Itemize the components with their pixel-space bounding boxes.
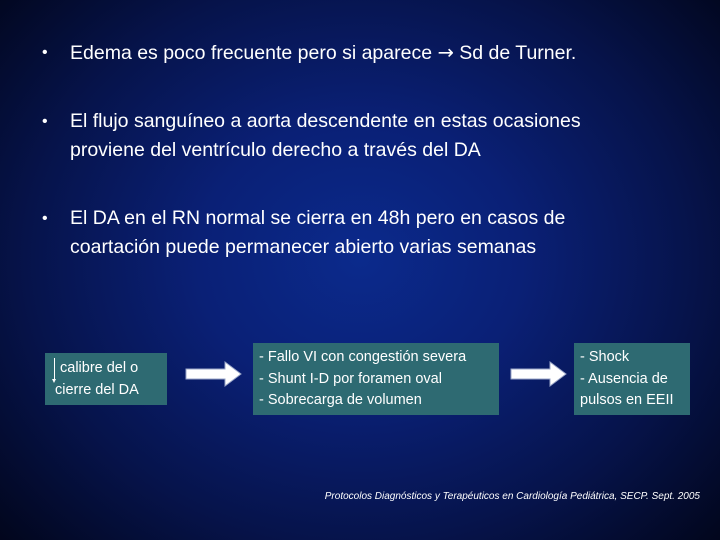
- bullet-text-line: El flujo sanguíneo a aorta descendente en estas ocasiones: [70, 110, 581, 132]
- flow-box-line: - Shock: [580, 349, 630, 365]
- bullet-list: [40, 38, 680, 301]
- flow-box-outcome: [574, 343, 690, 415]
- bullet-text: Edema es poco frecuente pero si aparece: [70, 42, 438, 64]
- bullet-item: [40, 38, 680, 68]
- bullet-dot: •: [42, 44, 48, 61]
- flow-arrow-icon: [185, 360, 243, 388]
- bullet-dot: •: [42, 210, 48, 227]
- bullet-text-after: Sd de Turner.: [453, 42, 577, 64]
- down-arrow-icon: [54, 358, 56, 380]
- flow-box-line: calibre del o: [60, 360, 139, 376]
- flow-box-line: cierre del DA: [55, 381, 139, 398]
- flow-box-line: - Sobrecarga de volumen: [259, 392, 422, 408]
- bullet-text-line: coartación puede permanecer abierto varias semanas: [70, 236, 537, 258]
- flow-box-cause: [45, 353, 167, 405]
- bullet-item: [40, 107, 680, 165]
- bullet-item: [40, 204, 680, 262]
- bullet-text-line: El DA en el RN normal se cierra en 48h pero en casos de: [70, 207, 566, 229]
- bullet-dot: •: [42, 113, 48, 130]
- flow-box-line: - Fallo VI con congestión severa: [259, 349, 467, 365]
- flow-arrow-icon: [510, 360, 568, 388]
- right-arrow-icon: →: [437, 41, 454, 64]
- flow-box-effects: [253, 343, 499, 415]
- citation-text: Protocolos Diagnósticos y Terapéuticos en Cardiología Pediátrica, SECP. Sept. 2005: [324, 491, 700, 502]
- flow-box-line: - Ausencia de: [580, 370, 668, 387]
- flow-box-line: - Shunt I-D por foramen oval: [259, 370, 442, 387]
- bullet-text-line: proviene del ventrículo derecho a través del DA: [70, 139, 481, 161]
- flow-box-line: pulsos en EEII: [580, 392, 674, 408]
